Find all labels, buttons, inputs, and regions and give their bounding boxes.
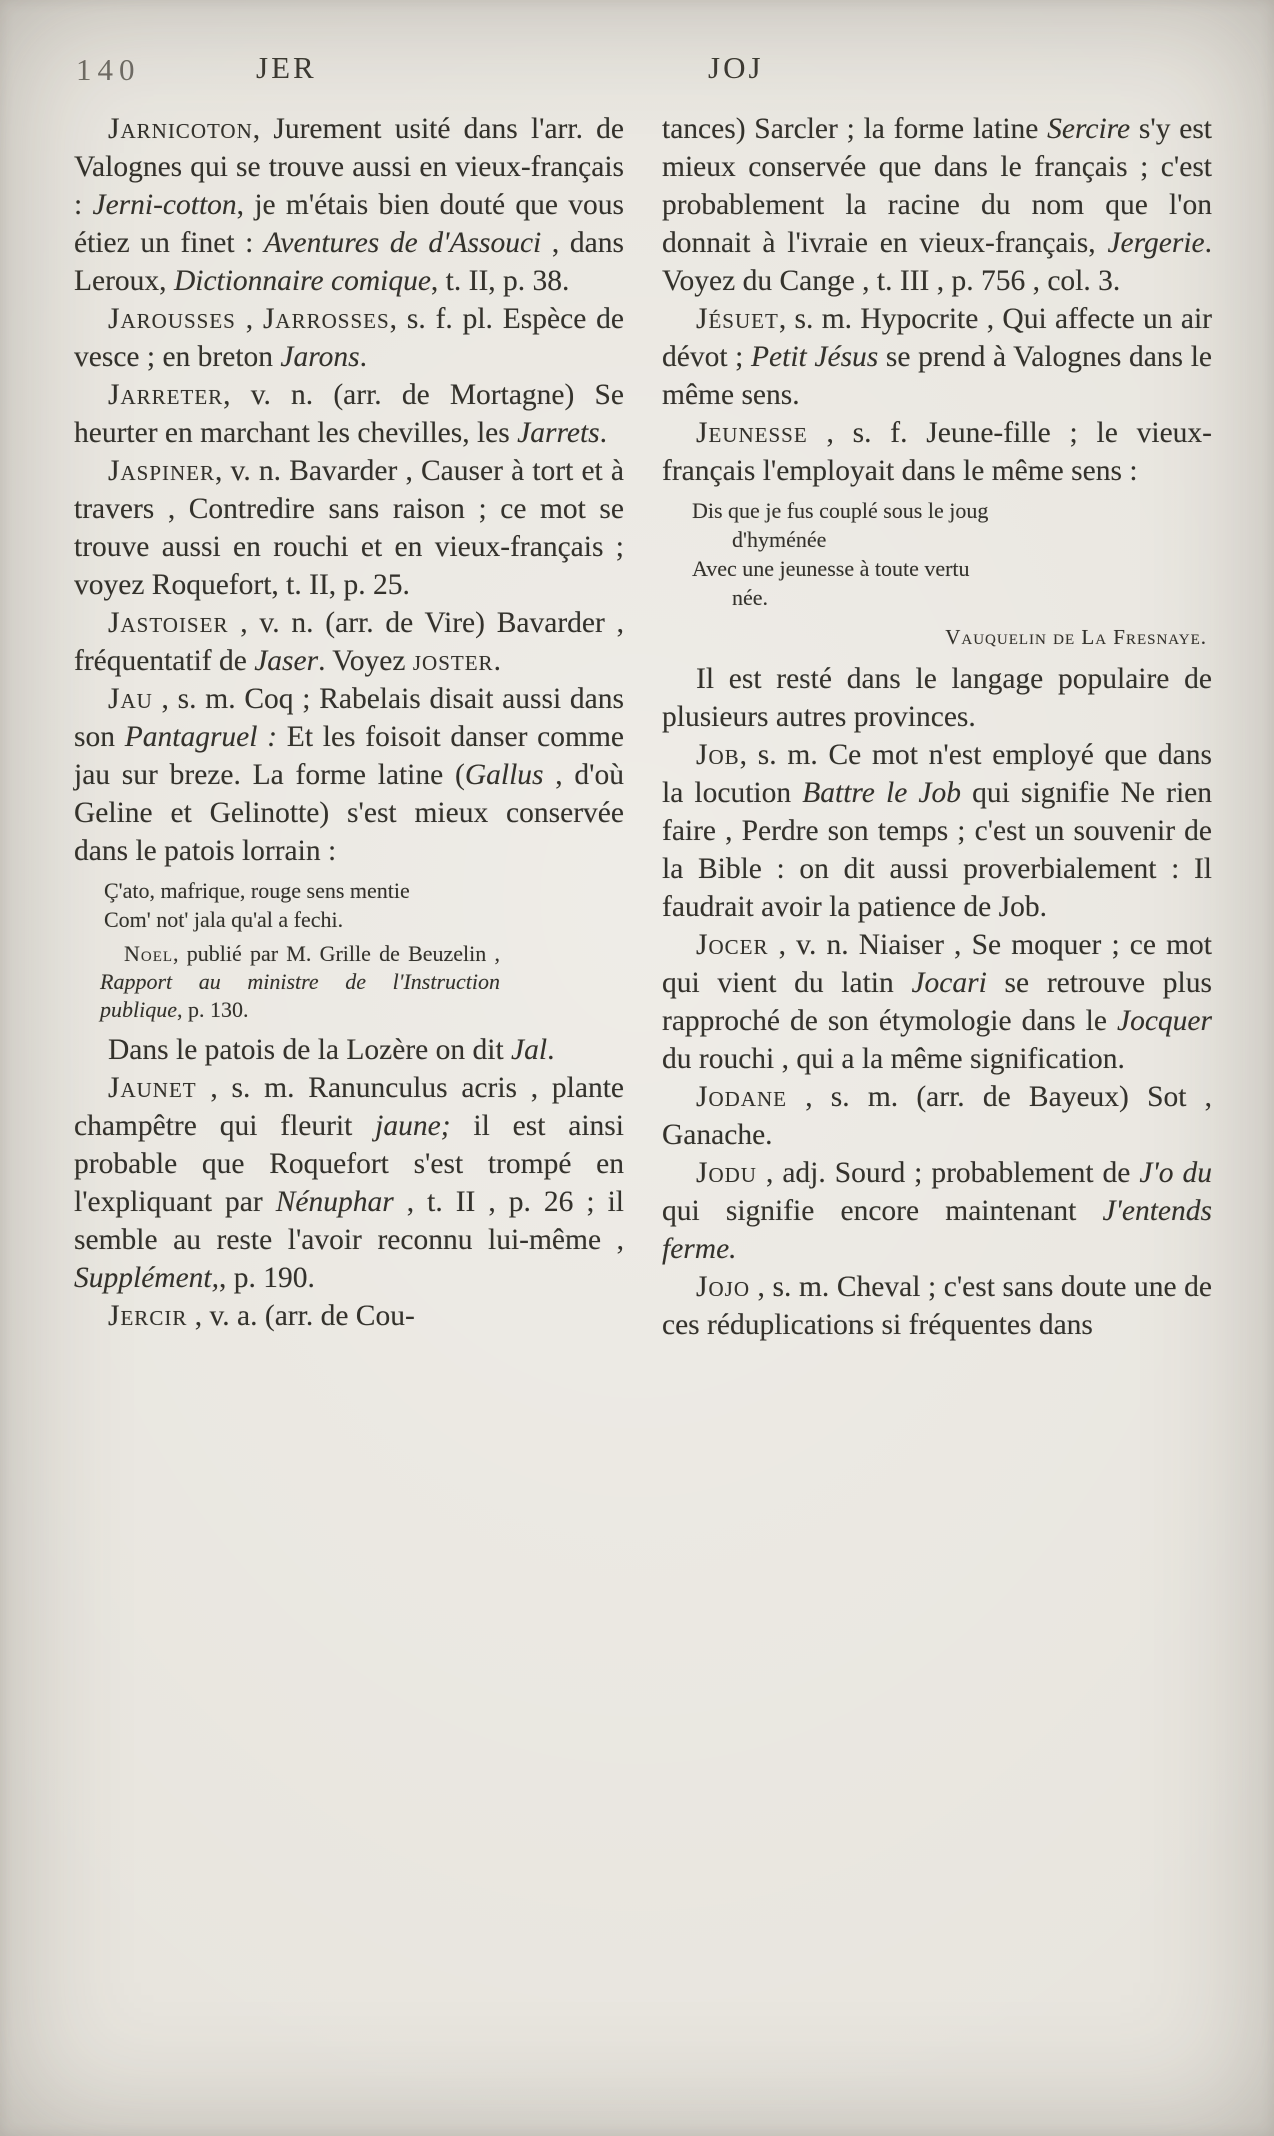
text-run: il est ainsi probable que Roquefort s'est trompé en l'expliquant par <box>74 1110 624 1218</box>
headword: Jarreter <box>108 379 224 411</box>
headword: joster <box>412 645 494 677</box>
text-run: , d'où Geline et Gelinotte) s'est mieux conservée dans le patois lorrain : <box>74 759 624 867</box>
text-run: , <box>235 303 263 335</box>
text-run: qui signifie encore maintenant <box>662 1195 1103 1227</box>
paragraph-entry <box>74 376 624 452</box>
paragraph-entry <box>662 1154 1212 1268</box>
paragraph-entry <box>662 926 1212 1078</box>
text-run: se retrouve plus rapproché de son étymologie dans le <box>662 967 1212 1037</box>
verse-line <box>692 525 1112 554</box>
text-run: du rouchi , qui a la même signification. <box>662 1043 1125 1075</box>
verse-line <box>692 554 1112 583</box>
italic-run: Nénuphar <box>275 1186 394 1218</box>
text-run: qui signifie Ne rien faire , Perdre son temps ; c'est un souvenir de la Bible : on dit aussi proverbialement : Il faudrait avoir la patience de Job. <box>662 777 1212 923</box>
headword: Jodane <box>696 1081 787 1113</box>
column-right <box>662 110 1212 1344</box>
headword: Jojo <box>696 1271 750 1303</box>
text-run: Dis que je fus couplé sous le joug <box>692 498 989 523</box>
text-run: , Jurement usité dans l'arr. de Valognes qui se trouve aussi en vieux-français : <box>74 113 624 221</box>
text-run: Avec une jeunesse à toute vertu <box>692 556 970 581</box>
italic-run: Jarrets <box>517 417 600 449</box>
text-run: Il est resté dans le langage populaire de plusieurs autres provinces. <box>662 663 1212 733</box>
italic-run: Jocquer <box>1116 1005 1212 1037</box>
paragraph-entry <box>74 1031 624 1069</box>
text-run: , t. II , p. 26 ; il semble au reste l'avoir reconnu lui-même , <box>74 1186 624 1256</box>
paragraph-verse <box>692 496 1112 612</box>
verse-line <box>692 583 1112 612</box>
text-run: , p. 130. <box>177 997 249 1022</box>
text-run: . Voyez du Cange , t. III , p. 756 , col. 3. <box>662 227 1212 297</box>
text-run: Et les foisoit danser comme jau sur breze. La forme latine ( <box>74 721 624 791</box>
italic-run: J'entends ferme. <box>662 1195 1212 1265</box>
italic-run: Dictionnaire comique <box>173 265 431 297</box>
text-run: , v. n. (arr. de Vire) Bavarder , fréquentatif de <box>74 607 624 677</box>
verse-line <box>104 876 524 905</box>
headword: Jaspiner <box>108 455 215 487</box>
text-run: Ç'ato, mafrique, rouge sens mentie <box>104 878 410 903</box>
text-run: d'hyménée <box>732 527 827 552</box>
text-run: , v. n. Niaiser , Se moquer ; ce mot qui vient du latin <box>662 929 1212 999</box>
paragraph-entry <box>662 660 1212 736</box>
paragraph-entry <box>662 1078 1212 1154</box>
text-run: . <box>599 417 607 449</box>
text-run: née. <box>732 585 769 610</box>
text-run: , s. f. pl. Espèce de vesce ; en breton <box>74 303 625 373</box>
paragraph-entry <box>662 414 1212 490</box>
text-run: , s. m. Cheval ; c'est sans doute une de ces réduplications si fréquentes dans <box>662 1271 1212 1341</box>
headword: Jarrosses <box>262 303 390 335</box>
italic-run: Jarons <box>280 341 360 373</box>
text-run: , s. m. (arr. de Bayeux) Sot , Ganache. <box>662 1081 1212 1151</box>
paragraph-entry <box>74 604 624 680</box>
paragraph-entry <box>74 1297 624 1335</box>
text-run: , v. a. (arr. de Cou- <box>187 1300 415 1332</box>
text-run: s'y est mieux conservée que dans le français ; c'est probablement la racine du nom que l'on donnait à l'ivraie en vieux-français, <box>662 113 1212 259</box>
headword: Jercir <box>108 1300 188 1332</box>
text-run: , s. m. Hypocrite , Qui affecte un air dévot ; <box>662 303 1212 373</box>
italic-run: Sercire <box>1047 113 1131 145</box>
paragraph-entry <box>74 300 624 376</box>
text-run: . <box>493 645 501 677</box>
text-run: Dans le patois de la Lozère on dit <box>108 1034 512 1066</box>
italic-run: Jerni-cotton <box>92 189 237 221</box>
paragraph-entry <box>662 300 1212 414</box>
italic-run: jaune; <box>375 1110 451 1142</box>
italic-run: Rapport au ministre de l'Instruction publique <box>100 969 500 1022</box>
text-run: . <box>1200 625 1206 649</box>
text-run: , je m'étais bien douté que vous étiez un finet : <box>74 189 624 259</box>
headword: Jarnicoton <box>108 113 253 145</box>
paragraph-verse <box>104 876 524 934</box>
text-run: , p. 190. <box>219 1262 315 1294</box>
headword: Job <box>696 739 740 771</box>
verse-line <box>692 496 1112 525</box>
text-run: , adj. Sourd ; probablement de <box>756 1157 1140 1189</box>
italic-run: Supplément, <box>74 1262 220 1294</box>
headword: Jocer <box>696 929 769 961</box>
text-run: , t. II, p. 38. <box>430 265 570 297</box>
paragraph-entry <box>662 736 1212 926</box>
text-run: , dans Leroux, <box>74 227 624 297</box>
text-run: , s. m. Ce mot n'est employé que dans la locution <box>662 739 1212 809</box>
italic-run: Pantagruel : <box>124 721 278 753</box>
text-run: , s. m. Coq ; Rabelais disait aussi dans son <box>74 683 624 753</box>
text-run: tances) Sarcler ; la forme latine <box>662 113 1048 145</box>
paragraph-entry <box>74 680 624 870</box>
paragraph-cite <box>100 940 500 1024</box>
headword: Jésuet <box>696 303 779 335</box>
italic-run: Jal <box>511 1034 548 1066</box>
paragraph-entry <box>74 452 624 604</box>
italic-run: Jocari <box>911 967 987 999</box>
text-run: , s. m. Ranunculus acris , plante champêtre qui fleurit <box>74 1072 624 1142</box>
italic-run: Jaser <box>254 645 319 677</box>
paragraph-sig <box>662 622 1206 652</box>
paragraph-entry <box>74 110 624 300</box>
italic-run: Aventures de d'Assouci <box>264 227 542 259</box>
italic-run: Gallus <box>464 759 544 791</box>
italic-run: Petit Jésus <box>751 341 879 373</box>
page-header <box>74 46 1212 104</box>
italic-run: Battre le Job <box>802 777 962 809</box>
italic-run: Jergerie <box>1107 227 1205 259</box>
text-run: . Voyez <box>318 645 413 677</box>
text-run: Com' not' jala qu'al a fechi. <box>104 907 344 932</box>
page-number: 140 <box>76 52 141 87</box>
paragraph-entry <box>662 1268 1212 1344</box>
headword: Noel <box>124 941 174 966</box>
text-run: se prend à Valognes dans le même sens. <box>662 341 1212 411</box>
text-run: . <box>359 341 368 373</box>
headword: Jau <box>108 683 153 715</box>
headword: Jaunet <box>108 1072 197 1104</box>
text-run: , publié par M. Grille de Beuzelin , <box>173 941 500 966</box>
text-run: , v. n. (arr. de Mortagne) Se heurter en marchant les chevilles, les <box>74 379 624 449</box>
headword: Jarousses <box>108 303 236 335</box>
running-title-right: JOJ <box>708 50 764 85</box>
italic-run: J'o du <box>1139 1157 1212 1189</box>
text-run: . <box>547 1034 555 1066</box>
text-run: , v. n. Bavarder , Causer à tort et à travers , Contredire sans raison ; ce mot se trouve aussi en rouchi et en vieux-français ; voyez Roquefort, t. II, p. 25. <box>74 455 624 601</box>
headword: Vauquelin de La Fresnaye <box>945 625 1201 649</box>
headword: Jeunesse <box>696 417 808 449</box>
paragraph-entry <box>74 1069 624 1297</box>
text-run: , s. f. Jeune-fille ; le vieux-français l'employait dans le même sens : <box>662 417 1212 487</box>
verse-line <box>104 905 524 934</box>
headword: Jodu <box>696 1157 757 1189</box>
text-columns <box>74 110 1212 1344</box>
headword: Jastoiser <box>108 607 229 639</box>
paragraph-cont <box>662 110 1212 300</box>
running-title-left: JER <box>256 50 317 85</box>
column-left <box>74 110 624 1344</box>
